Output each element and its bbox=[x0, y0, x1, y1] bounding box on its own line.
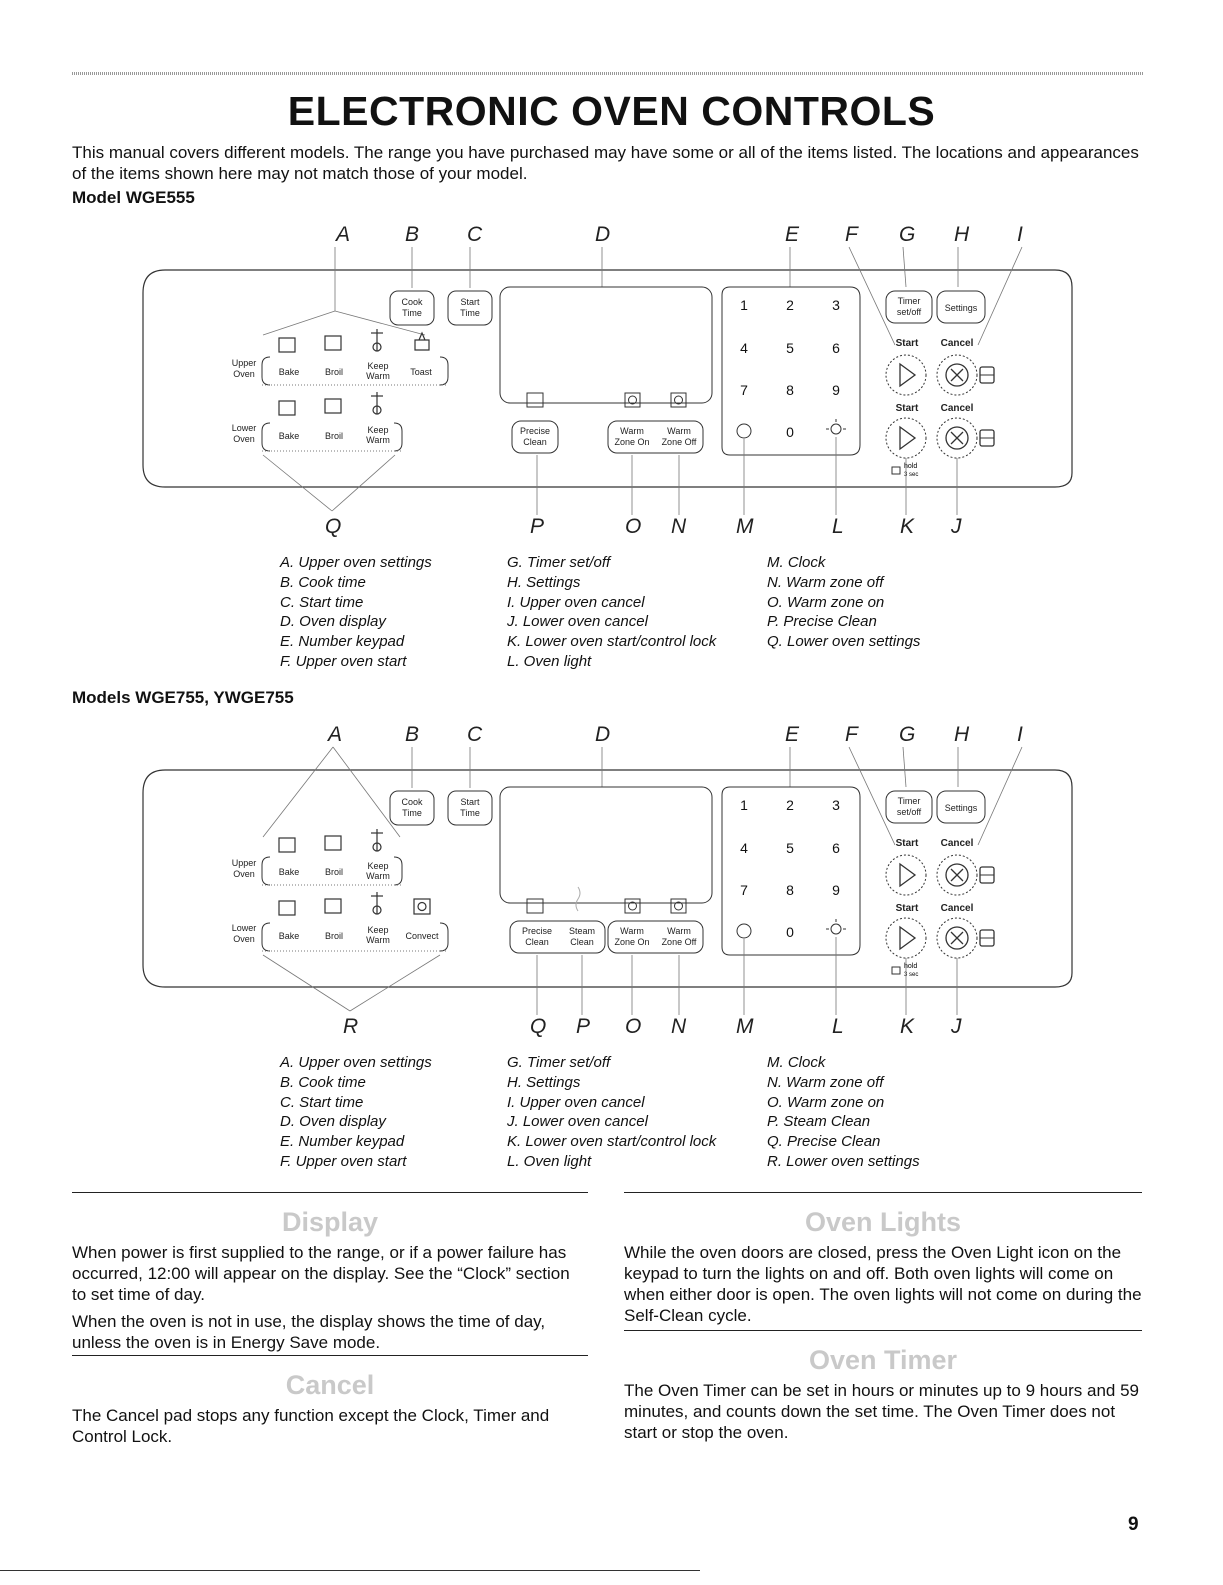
callout-d: D bbox=[595, 723, 611, 746]
lower-cancel-label: Cancel bbox=[940, 403, 974, 414]
page-number: 9 bbox=[1128, 1514, 1139, 1535]
lower-oven-label-2: Oven bbox=[233, 934, 255, 944]
legend-1-col2: G. Timer set/off H. Settings I. Upper oven cancel J. Lower oven cancel K. Lower oven start/control lock L. Oven light bbox=[507, 554, 717, 670]
lower-bake: Bake bbox=[278, 931, 300, 941]
lower-oven-label-1: Lower bbox=[231, 423, 257, 433]
callout-g: G bbox=[899, 223, 916, 246]
warm-zone-off-line2: Zone Off bbox=[661, 937, 697, 947]
oven-lights-paragraph: While the oven doors are closed, press the Oven Light icon on the keypad to turn the lights on and off. Both oven lights will come on when either door is open. The oven lights will not come on during the Self-Clean cycle. bbox=[624, 1243, 1142, 1325]
callout-p: P bbox=[530, 515, 545, 538]
upper-start-label: Start bbox=[895, 838, 919, 849]
callout-b: B bbox=[405, 223, 420, 246]
precise-clean-line2: Clean bbox=[523, 437, 547, 447]
upper-keep: Keep bbox=[367, 361, 389, 371]
key-8: 8 bbox=[786, 382, 794, 398]
callout-i: I bbox=[1017, 223, 1023, 246]
callout-a: A bbox=[328, 723, 343, 746]
lower-bake: Bake bbox=[278, 431, 300, 441]
light-icon bbox=[826, 919, 846, 934]
upper-oven-label-1: Upper bbox=[231, 358, 257, 368]
lower-keep: Keep bbox=[367, 425, 389, 435]
oven-timer-heading: Oven Timer bbox=[808, 1345, 958, 1375]
cancel-section bbox=[72, 1355, 588, 1447]
top-rule bbox=[72, 72, 1144, 75]
legend-2-col2: G. Timer set/off H. Settings I. Upper oven cancel J. Lower oven cancel K. Lower oven start/control lock L. Oven light bbox=[507, 1054, 717, 1170]
callout-i: I bbox=[1017, 723, 1023, 746]
warm-zone-on-line2: Zone On bbox=[614, 937, 650, 947]
control-panel-diagram-1 bbox=[0, 215, 1223, 545]
key-1: 1 bbox=[740, 297, 748, 313]
key-2: 2 bbox=[786, 797, 794, 813]
fan-icon bbox=[418, 903, 426, 911]
lock-icon bbox=[892, 467, 900, 474]
legend-2-col3: M. Clock N. Warm zone off O. Warm zone on P. Steam Clean Q. Precise Clean R. Lower oven settings bbox=[767, 1054, 920, 1170]
cook-time-pad-line2: Time bbox=[402, 808, 422, 818]
lower-oven-label-1: Lower bbox=[231, 923, 257, 933]
callout-c: C bbox=[467, 723, 483, 746]
upper-broil: Broil bbox=[324, 367, 344, 377]
clock-icon bbox=[737, 924, 751, 938]
callout-l: L bbox=[832, 1015, 844, 1038]
bake-icon bbox=[279, 338, 295, 352]
upper-warm: Warm bbox=[366, 371, 390, 381]
display-heading: Display bbox=[281, 1207, 379, 1237]
callout-o: O bbox=[625, 1015, 642, 1038]
cancel-paragraph: The Cancel pad stops any function except the Clock, Timer and Control Lock. bbox=[72, 1406, 550, 1446]
hold-line2: 3 sec bbox=[904, 472, 919, 478]
callout-k: K bbox=[900, 515, 915, 538]
callout-e: E bbox=[785, 223, 800, 246]
key-0: 0 bbox=[786, 924, 794, 940]
control-panel-diagram-2 bbox=[0, 715, 1223, 1045]
cancel-x-icon bbox=[951, 369, 963, 381]
upper-keep: Keep bbox=[367, 861, 389, 871]
key-2: 2 bbox=[786, 297, 794, 313]
timer-line2: set/off bbox=[896, 807, 922, 817]
lower-keep: Keep bbox=[367, 925, 389, 935]
key-1: 1 bbox=[740, 797, 748, 813]
key-5: 5 bbox=[786, 840, 794, 856]
warm-zone-on-line1: Warm bbox=[620, 926, 644, 936]
warm-zone-off-line1: Warm bbox=[667, 426, 691, 436]
key-6: 6 bbox=[832, 840, 840, 856]
hold-line1: hold bbox=[904, 963, 918, 970]
lock-icon bbox=[892, 967, 900, 974]
callout-f: F bbox=[845, 223, 858, 246]
callout-c: C bbox=[467, 223, 483, 246]
callout-n: N bbox=[671, 515, 687, 538]
bottom-rule bbox=[0, 1570, 700, 1571]
steam-icon bbox=[576, 887, 580, 911]
callout-g: G bbox=[899, 723, 916, 746]
cook-time-pad-line2: Time bbox=[402, 308, 422, 318]
oven-timer-section bbox=[624, 1330, 1142, 1443]
start-time-pad-line2: Time bbox=[460, 308, 480, 318]
callout-o: O bbox=[625, 515, 642, 538]
upper-bake: Bake bbox=[278, 367, 300, 377]
start-time-pad-line1: Start bbox=[460, 297, 480, 307]
callout-n: N bbox=[671, 1015, 687, 1038]
cook-time-pad-line1: Cook bbox=[401, 797, 423, 807]
precise-clean-line2: Clean bbox=[525, 937, 549, 947]
oven-timer-paragraph: The Oven Timer can be set in hours or minutes up to 9 hours and 59 minutes, and counts down the set time. The Oven Timer does not start or stop the oven. bbox=[624, 1381, 1140, 1442]
legend-1-col3: M. Clock N. Warm zone off O. Warm zone on P. Precise Clean Q. Lower oven settings bbox=[767, 554, 921, 651]
callout-k: K bbox=[900, 1015, 915, 1038]
lower-oven-label-2: Oven bbox=[233, 434, 255, 444]
model-heading-1: Model WGE555 bbox=[72, 188, 195, 207]
intro-text: This manual covers different models. The range you have purchased may have some or all of the items listed. The locations and appearances of the items shown here may not match those of your model. bbox=[72, 143, 1139, 183]
start-time-pad-line1: Start bbox=[460, 797, 480, 807]
upper-warm: Warm bbox=[366, 871, 390, 881]
key-9: 9 bbox=[832, 882, 840, 898]
play-icon bbox=[900, 364, 915, 386]
timer-line1: Timer bbox=[897, 296, 921, 306]
oven-lights-heading: Oven Lights bbox=[804, 1207, 961, 1237]
steam-clean-line1: Steam bbox=[568, 926, 596, 936]
hold-line1: hold bbox=[904, 463, 918, 470]
timer-line2: set/off bbox=[896, 307, 922, 317]
callout-j: J bbox=[951, 1015, 962, 1038]
upper-cancel-label: Cancel bbox=[940, 838, 974, 849]
display-paragraph-1: When power is first supplied to the range, or if a power failure has occurred, 12:00 will appear on the display. See the “Clock” section to set time of day. bbox=[72, 1243, 570, 1304]
key-9: 9 bbox=[832, 382, 840, 398]
key-8: 8 bbox=[786, 882, 794, 898]
callout-a: A bbox=[336, 223, 351, 246]
precise-clean-line1: Precise bbox=[519, 426, 551, 436]
cancel-heading: Cancel bbox=[285, 1370, 375, 1400]
callout-q: Q bbox=[530, 1015, 547, 1038]
clock-icon bbox=[737, 424, 751, 438]
lower-start-label: Start bbox=[895, 903, 919, 914]
display-section bbox=[72, 1192, 588, 1353]
lower-broil: Broil bbox=[324, 931, 344, 941]
warm-zone-off-line1: Warm bbox=[667, 926, 691, 936]
callout-f: F bbox=[845, 723, 858, 746]
lower-warm: Warm bbox=[366, 935, 390, 945]
lower-cancel-label: Cancel bbox=[940, 903, 974, 914]
light-icon bbox=[826, 419, 846, 434]
hold-line2: 3 sec bbox=[904, 972, 919, 978]
model-heading-2: Models WGE755, YWGE755 bbox=[72, 688, 294, 707]
callout-h: H bbox=[954, 723, 970, 746]
precise-clean-line1: Precise bbox=[521, 926, 553, 936]
callout-d: D bbox=[595, 223, 611, 246]
warm-zone-off-line2: Zone Off bbox=[661, 437, 697, 447]
upper-bake: Bake bbox=[278, 867, 300, 877]
callout-m: M bbox=[736, 1015, 754, 1038]
key-3: 3 bbox=[832, 797, 840, 813]
broil-icon bbox=[325, 336, 341, 350]
key-4: 4 bbox=[740, 340, 748, 356]
key-3: 3 bbox=[832, 297, 840, 313]
upper-oven-label-1: Upper bbox=[231, 858, 257, 868]
upper-cancel-label: Cancel bbox=[940, 338, 974, 349]
callout-l: L bbox=[832, 515, 844, 538]
key-7: 7 bbox=[740, 382, 748, 398]
key-0: 0 bbox=[786, 424, 794, 440]
key-4: 4 bbox=[740, 840, 748, 856]
callout-j: J bbox=[951, 515, 962, 538]
callout-m: M bbox=[736, 515, 754, 538]
legend-2-col1: A. Upper oven settings B. Cook time C. Start time D. Oven display E. Number keypad F. Upper oven start bbox=[280, 1054, 432, 1170]
upper-toast: Toast bbox=[410, 367, 432, 377]
warm-zone-on-line2: Zone On bbox=[614, 437, 650, 447]
settings-pad: Settings bbox=[944, 803, 978, 813]
legend-1-col1: A. Upper oven settings B. Cook time C. Start time D. Oven display E. Number keypad F. Upper oven start bbox=[280, 554, 432, 670]
steam-clean-line2: Clean bbox=[570, 937, 594, 947]
cook-time-pad-line1: Cook bbox=[401, 297, 423, 307]
callout-p: P bbox=[576, 1015, 591, 1038]
lower-convect: Convect bbox=[405, 931, 439, 941]
key-6: 6 bbox=[832, 340, 840, 356]
callout-q: Q bbox=[325, 515, 342, 538]
settings-pad: Settings bbox=[944, 303, 978, 313]
page-title: ELECTRONIC OVEN CONTROLS bbox=[287, 88, 936, 134]
upper-oven-label-2: Oven bbox=[233, 869, 255, 879]
upper-start-label: Start bbox=[895, 338, 919, 349]
upper-oven-label-2: Oven bbox=[233, 369, 255, 379]
start-time-pad-line2: Time bbox=[460, 808, 480, 818]
key-7: 7 bbox=[740, 882, 748, 898]
callout-e: E bbox=[785, 723, 800, 746]
upper-broil: Broil bbox=[324, 867, 344, 877]
lower-start-label: Start bbox=[895, 403, 919, 414]
oven-lights-section bbox=[624, 1192, 1142, 1326]
lower-broil: Broil bbox=[324, 431, 344, 441]
warm-zone-on-line1: Warm bbox=[620, 426, 644, 436]
callout-b: B bbox=[405, 723, 420, 746]
callout-r: R bbox=[343, 1015, 359, 1038]
callout-h: H bbox=[954, 223, 970, 246]
lower-warm: Warm bbox=[366, 435, 390, 445]
display-paragraph-2: When the oven is not in use, the display shows the time of day, unless the oven is in Energy Save mode. bbox=[72, 1312, 546, 1352]
timer-line1: Timer bbox=[897, 796, 921, 806]
key-5: 5 bbox=[786, 340, 794, 356]
